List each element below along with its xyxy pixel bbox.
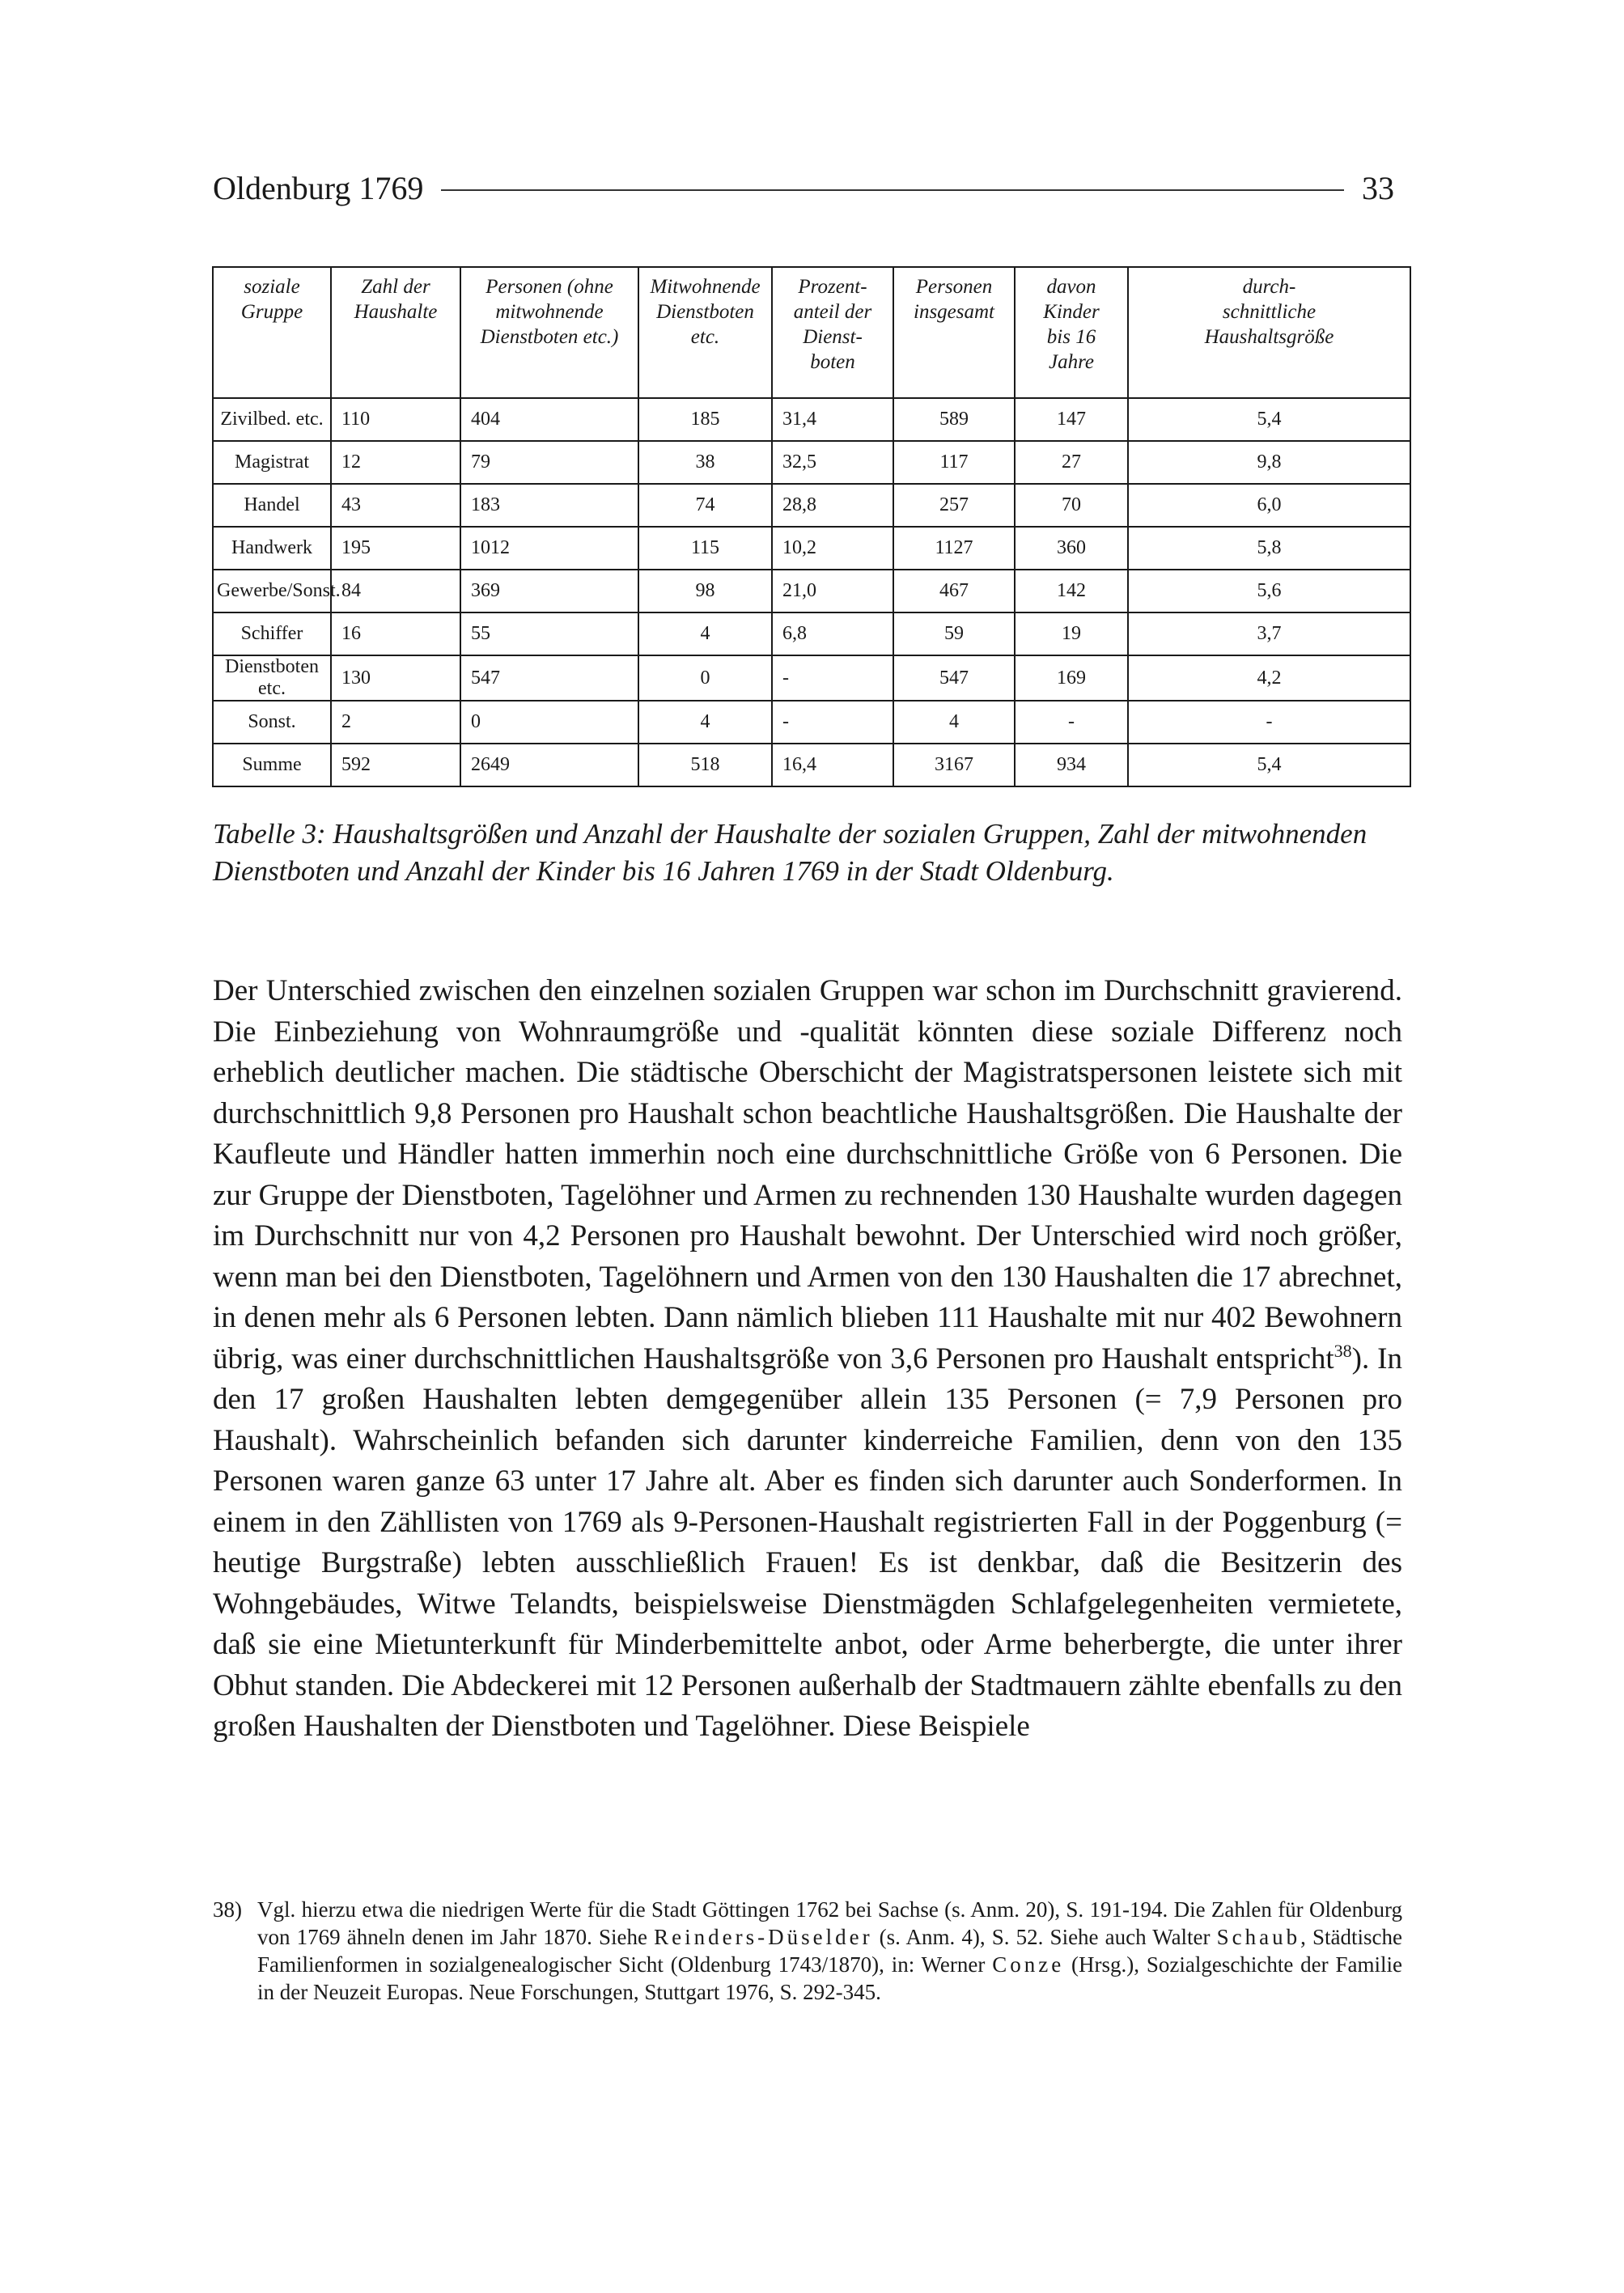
column-header-line: davon: [1046, 276, 1096, 298]
table-cell: 3,7: [1128, 612, 1410, 655]
row-label-cell: Dienstboten etc.: [213, 655, 331, 701]
column-header: [1015, 267, 1128, 398]
footnote-text-4: (Hrsg.), Sozialgeschichte der Familie in der Neuzeit Europas. Neue Forschungen, Stuttgart 1976, S. 292-345.: [257, 1952, 1402, 2004]
column-header: [213, 267, 331, 398]
row-label-cell: Gewerbe/Sonst.: [213, 570, 331, 612]
column-header: [460, 267, 638, 398]
column-header-line: Personen: [915, 276, 993, 298]
column-header-line: Dienst-: [803, 326, 863, 348]
table-cell: 5,6: [1128, 570, 1410, 612]
table-cell: 0: [460, 701, 638, 744]
body-text-part-2: ). In den 17 großen Haushalten lebten demgegenüber allein 135 Personen (= 7,9 Personen pro Haushalt). Wahrscheinlich befanden sich darunter kinderreiche Familien, denn von den 135 Personen waren ganze 63 unter 17 Jahre alt. Aber es finden sich darunter auch Sonderformen. In einem in den Zähllisten von 1769 als 9-Personen-Haushalt registrierten Fall in der Poggenburg (= heutige Burgstraße) lebten ausschließlich Frauen! Es ist denkbar, daß die Besitzerin des Wohngebäudes, Witwe Telandts, beispielsweise Dienstmägden Schlafgelegenheiten vermietete, daß sie eine Mietunterkunft für Minderbemittelte anbot, oder Arme beherbergte, die unter ihrer Obhut standen. Die Abdeckerei mit 12 Personen außerhalb der Stadtmauern zählte ebenfalls zu den großen Haushalten der Dienstboten und Tagelöhner. Diese Beispiele: [213, 1341, 1402, 1743]
column-header: [331, 267, 460, 398]
table-cell: -: [1128, 701, 1410, 744]
table-cell: 589: [893, 398, 1015, 441]
table-row: [213, 398, 1410, 441]
table-cell: 28,8: [772, 484, 893, 527]
table-cell: 55: [460, 612, 638, 655]
table-cell: 79: [460, 441, 638, 484]
table-cell: 257: [893, 484, 1015, 527]
column-header-line: Personen (ohne: [486, 276, 613, 298]
table-cell: 43: [331, 484, 460, 527]
data-table: [212, 266, 1411, 787]
column-header-line: Prozent-: [798, 276, 867, 298]
table-cell: 592: [331, 744, 460, 786]
column-header: [638, 267, 772, 398]
table-cell: 934: [1015, 744, 1128, 786]
row-label-cell: Summe: [213, 744, 331, 786]
column-header-line: Dienstboten etc.): [480, 326, 619, 348]
footnote-body: [257, 1896, 1402, 2006]
table-cell: 10,2: [772, 527, 893, 570]
household-table: [212, 266, 1410, 787]
row-label-cell: Handel: [213, 484, 331, 527]
table-row: [213, 612, 1410, 655]
table-row: [213, 484, 1410, 527]
column-header-line: boten: [810, 351, 855, 373]
table-cell: 467: [893, 570, 1015, 612]
table-cell: 360: [1015, 527, 1128, 570]
footnote-author-1: Reinders-Düselder: [654, 1925, 873, 1949]
column-header: [1128, 267, 1410, 398]
table-cell: 2: [331, 701, 460, 744]
table-cell: 70: [1015, 484, 1128, 527]
table-cell: 2649: [460, 744, 638, 786]
table-cell: 185: [638, 398, 772, 441]
column-header-line: etc.: [690, 326, 720, 348]
table-cell: 369: [460, 570, 638, 612]
row-label-cell: Magistrat: [213, 441, 331, 484]
table-cell: 6,8: [772, 612, 893, 655]
running-head: [213, 163, 1394, 212]
table-row: [213, 744, 1410, 786]
footnote-text-2: (s. Anm. 4), S. 52. Siehe auch Walter: [872, 1925, 1217, 1949]
table-cell: 74: [638, 484, 772, 527]
table-cell: 5,4: [1128, 398, 1410, 441]
row-label-cell: Zivilbed. etc.: [213, 398, 331, 441]
column-header-line: soziale Gruppe: [240, 276, 303, 323]
table-cell: 5,4: [1128, 744, 1410, 786]
column-header-line: Haushaltsgröße: [1204, 326, 1334, 348]
table-cell: 38: [638, 441, 772, 484]
page-number: 33: [1362, 169, 1394, 206]
column-header: [893, 267, 1015, 398]
table-cell: 19: [1015, 612, 1128, 655]
column-header-line: anteil der: [793, 301, 872, 323]
table-caption: Tabelle 3: Haushaltsgrößen und Anzahl der Haushalte der sozialen Gruppen, Zahl der mitwohnenden Dienstboten und Anzahl der Kinder bis 16 Jahren 1769 in der Stadt Oldenburg.: [213, 818, 1367, 887]
table-cell: -: [772, 655, 893, 701]
table-cell: 547: [893, 655, 1015, 701]
column-header: [772, 267, 893, 398]
table-cell: 142: [1015, 570, 1128, 612]
table-cell: 195: [331, 527, 460, 570]
table-cell: 1127: [893, 527, 1015, 570]
table-row: [213, 570, 1410, 612]
column-header-line: Kinder: [1043, 301, 1100, 323]
table-cell: 27: [1015, 441, 1128, 484]
column-header-line: Mitwohnende: [650, 276, 761, 298]
column-header-line: Dienstboten: [656, 301, 754, 323]
table-cell: 117: [893, 441, 1015, 484]
table-cell: 183: [460, 484, 638, 527]
footnote-author-3: Conze: [992, 1952, 1065, 1977]
table-cell: 404: [460, 398, 638, 441]
table-cell: 5,8: [1128, 527, 1410, 570]
column-header-line: schnittliche: [1222, 301, 1317, 323]
table-cell: 59: [893, 612, 1015, 655]
table-cell: 130: [331, 655, 460, 701]
table-cell: 21,0: [772, 570, 893, 612]
column-header-line: bis 16: [1046, 326, 1096, 348]
table-cell: 9,8: [1128, 441, 1410, 484]
running-title: Oldenburg 1769: [213, 169, 424, 206]
table-cell: 169: [1015, 655, 1128, 701]
table-row: [213, 527, 1410, 570]
table-cell: 16,4: [772, 744, 893, 786]
table-cell: 3167: [893, 744, 1015, 786]
table-cell: 547: [460, 655, 638, 701]
column-header-line: durch-: [1242, 276, 1296, 298]
table-cell: 6,0: [1128, 484, 1410, 527]
column-header-line: Jahre: [1049, 351, 1094, 373]
table-cell: 32,5: [772, 441, 893, 484]
table-cell: 4: [893, 701, 1015, 744]
row-label-cell: Schiffer: [213, 612, 331, 655]
table-cell: 4,2: [1128, 655, 1410, 701]
table-body: [213, 398, 1410, 786]
body-paragraph: [213, 971, 1402, 1748]
column-header-line: Haushalte: [354, 301, 438, 323]
table-row: [213, 655, 1410, 701]
table-cell: 16: [331, 612, 460, 655]
footnote-reference: 38: [1334, 1340, 1352, 1361]
table-cell: -: [1015, 701, 1128, 744]
table-header-row: [213, 267, 1410, 398]
table-cell: 0: [638, 655, 772, 701]
table-row: [213, 701, 1410, 744]
table-cell: 98: [638, 570, 772, 612]
body-text-part-1: Der Unterschied zwischen den einzelnen sozialen Gruppen war schon im Durchschnitt gravierend. Die Einbeziehung von Wohnraumgröße und -qualität könnten diese soziale Differenz noch erheblich deutlicher machen. Die städtische Oberschicht der Magistratspersonen leistete sich mit durchschnittlich 9,8 Personen pro Haushalt schon beachtliche Haushaltsgrößen. Die Haushalte der Kaufleute und Händler hatten immerhin noch eine durchschnittliche Größe von 6 Personen. Die zur Gruppe der Dienstboten, Tagelöhner und Armen zu rechnenden 130 Haushalte wurden dagegen im Durchschnitt nur von 4,2 Personen pro Haushalt bewohnt. Der Unterschied wird noch größer, wenn man bei den Dienstboten, Tagelöhnern und Armen von den 130 Haushalten die 17 abrechnet, in denen mehr als 6 Personen lebten. Dann nämlich blieben 111 Haushalte mit nur 402 Bewohnern übrig, was einer durchschnittlichen Haushaltsgröße von 3,6 Personen pro Haushalt entspricht: [213, 974, 1402, 1375]
table-cell: 4: [638, 701, 772, 744]
table-cell: 115: [638, 527, 772, 570]
row-label-cell: Sonst.: [213, 701, 331, 744]
table-cell: -: [772, 701, 893, 744]
footnote-author-2: Schaub: [1216, 1925, 1301, 1949]
footnote: [213, 1896, 1402, 2006]
table-cell: 1012: [460, 527, 638, 570]
table-cell: 31,4: [772, 398, 893, 441]
table-row: [213, 441, 1410, 484]
column-header-line: mitwohnende: [495, 301, 604, 323]
table-cell: 84: [331, 570, 460, 612]
table-cell: 110: [331, 398, 460, 441]
table-cell: 147: [1015, 398, 1128, 441]
table-cell: 12: [331, 441, 460, 484]
table-cell: 4: [638, 612, 772, 655]
footnote-text-3: , Städtische Familienformen in sozialgenealogischer Sicht (Oldenburg 1743/1870), in: Werner: [257, 1925, 1402, 1977]
footnote-number: 38): [213, 1897, 242, 1922]
header-rule: [441, 189, 1344, 191]
column-header-line: insgesamt: [914, 301, 994, 323]
row-label-cell: Handwerk: [213, 527, 331, 570]
footnote-text-1: Vgl. hierzu etwa die niedrigen Werte für die Stadt Göttingen 1762 bei Sachse (s. Anm. 20), S. 191-194. Die Zahlen für Oldenburg von 1769 ähneln denen im Jahr 1870. Siehe: [257, 1897, 1402, 1949]
table-cell: 518: [638, 744, 772, 786]
column-header-line: Zahl der: [361, 276, 430, 298]
